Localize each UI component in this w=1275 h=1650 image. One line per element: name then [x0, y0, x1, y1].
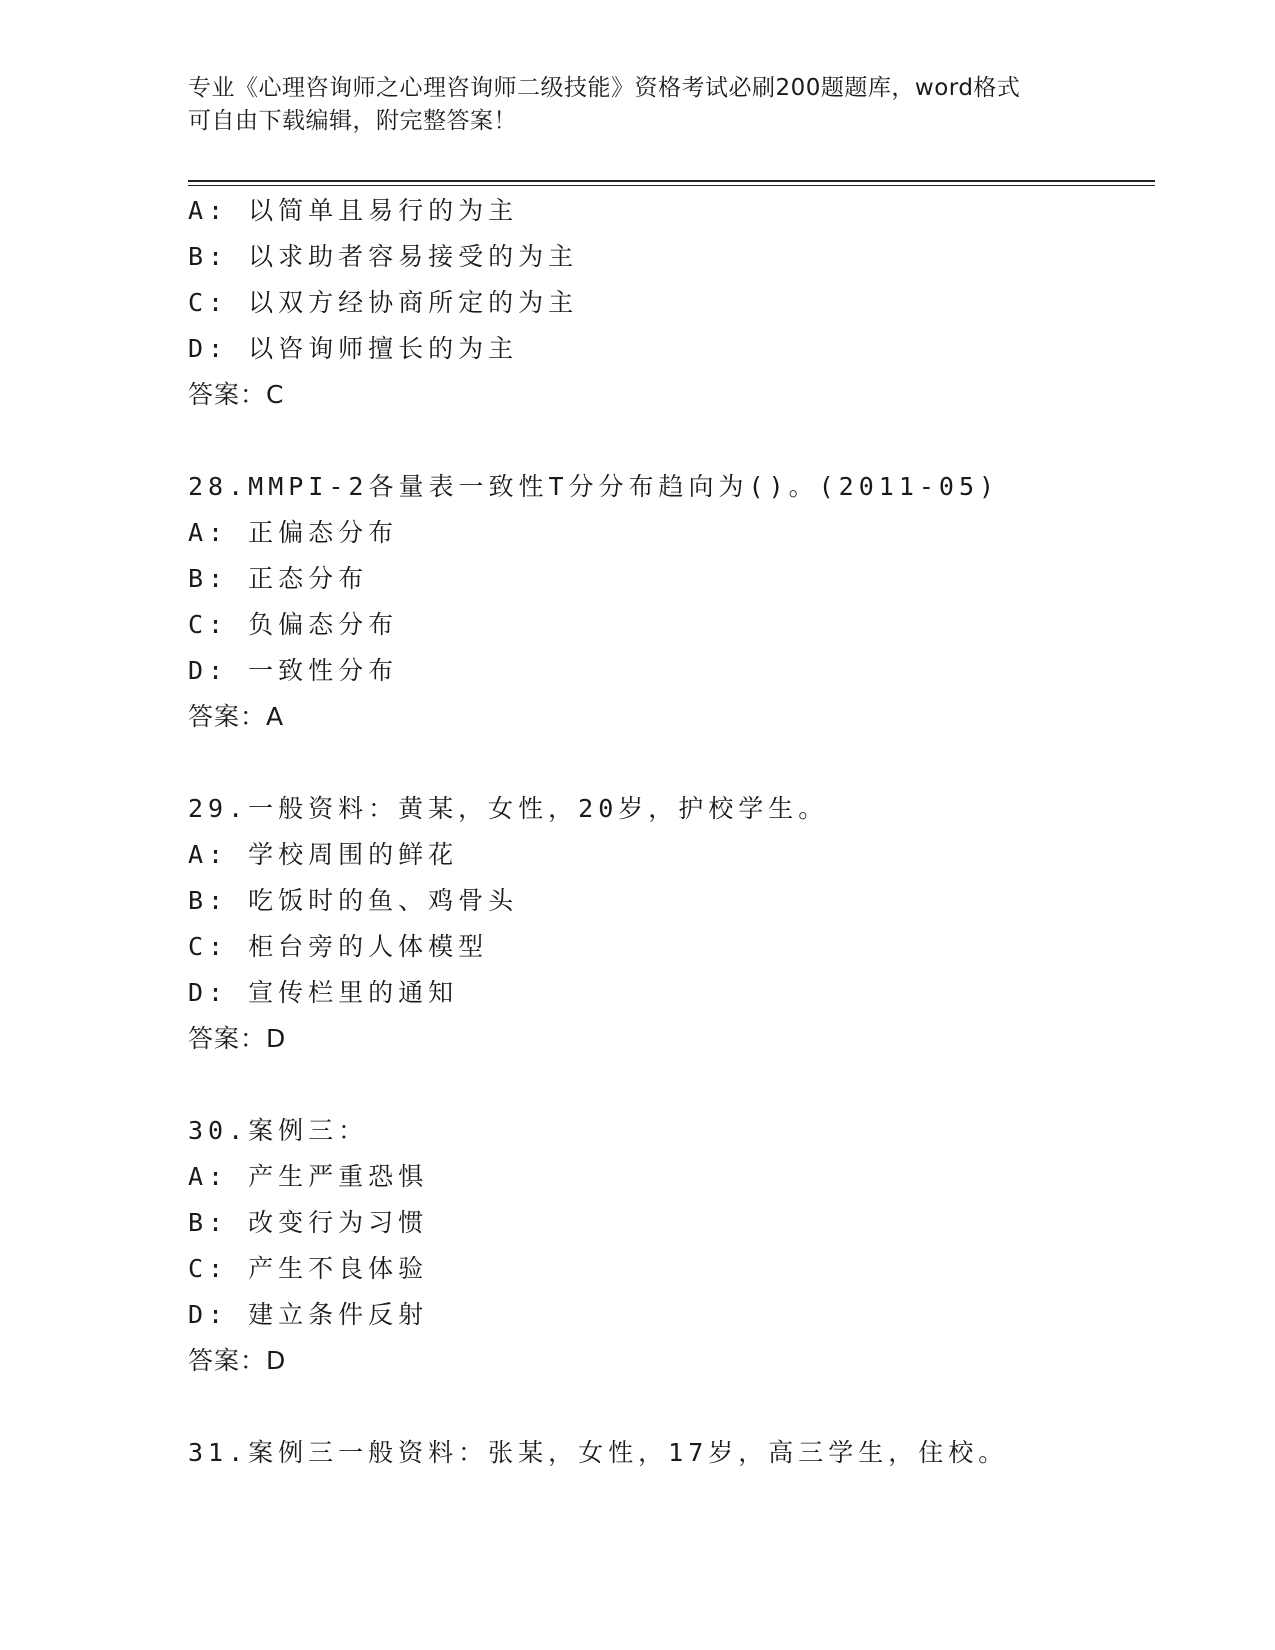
question-list	[188, 188, 1148, 1476]
block-spacer	[188, 740, 1148, 786]
question-block	[188, 1430, 1148, 1476]
answer-line: 答案：D	[188, 1024, 287, 1053]
option-b: B: 改变行为习惯	[188, 1208, 429, 1237]
question-stem: 31.案例三一般资料：张某，女性，17岁，高三学生，住校。	[188, 1438, 1009, 1467]
option-d: D: 宣传栏里的通知	[188, 978, 459, 1007]
option-d: D: 建立条件反射	[188, 1300, 429, 1329]
option-a: A: 正偏态分布	[188, 518, 399, 547]
option-c: C: 负偏态分布	[188, 610, 399, 639]
header-line-2: 可自由下载编辑，附完整答案！	[188, 108, 517, 134]
question-stem: 29.一般资料：黄某，女性，20岁，护校学生。	[188, 794, 829, 823]
option-a: A: 以简单且易行的为主	[188, 196, 519, 225]
block-spacer	[188, 1062, 1148, 1108]
answer-line: 答案：A	[188, 702, 285, 731]
option-c: C: 柜台旁的人体模型	[188, 932, 489, 961]
answer-line: 答案：D	[188, 1346, 287, 1375]
question-block	[188, 464, 1148, 740]
question-block	[188, 188, 1148, 418]
option-d: D: 一致性分布	[188, 656, 399, 685]
option-a: A: 学校周围的鲜花	[188, 840, 459, 869]
option-c: C: 产生不良体验	[188, 1254, 429, 1283]
option-d: D: 以咨询师擅长的为主	[188, 334, 519, 363]
block-spacer	[188, 418, 1148, 464]
question-stem: 30.案例三：	[188, 1116, 369, 1145]
document-header	[188, 72, 1088, 138]
question-block	[188, 1108, 1148, 1384]
option-b: B: 正态分布	[188, 564, 369, 593]
option-a: A: 产生严重恐惧	[188, 1162, 429, 1191]
answer-line: 答案：C	[188, 380, 285, 409]
option-c: C: 以双方经协商所定的为主	[188, 288, 579, 317]
block-spacer	[188, 1384, 1148, 1430]
question-stem: 28.MMPI-2各量表一致性T分分布趋向为()。(2011-05)	[188, 472, 1000, 501]
header-divider-thick	[188, 180, 1155, 182]
header-divider-thin	[188, 185, 1155, 186]
header-line-1: 专业《心理咨询师之心理咨询师二级技能》资格考试必刷200题题库，word格式	[188, 75, 1021, 101]
question-block	[188, 786, 1148, 1062]
option-b: B: 以求助者容易接受的为主	[188, 242, 579, 271]
option-b: B: 吃饭时的鱼、鸡骨头	[188, 886, 519, 915]
